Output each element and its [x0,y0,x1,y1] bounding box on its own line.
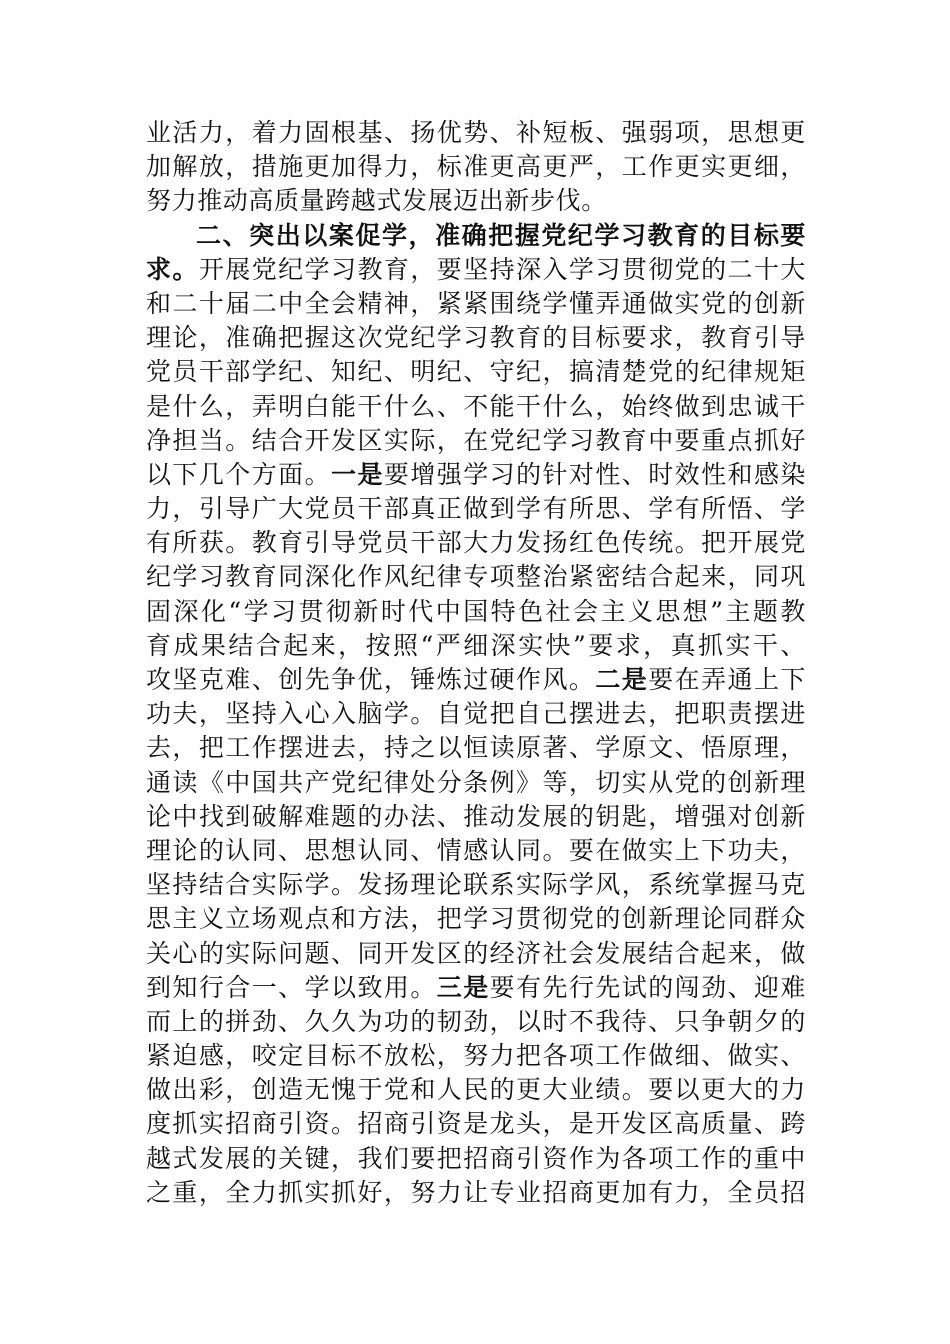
text-line [146,424,806,458]
text-line [146,1073,806,1107]
text-run: 攻坚克难、创先争优，锤炼过硬作风。 [146,665,596,694]
bold-text-run: 一是 [331,459,384,489]
text-line [146,595,806,629]
text-run: 有所获。教育引导党员干部大力发扬红色传统。把开展党 [146,528,806,558]
text-run: 到知行合一、学以致用。 [146,972,437,1002]
document-body [146,116,806,1210]
bold-text-run: 二、突出以案促学，准确把握党纪学习教育的目标要 [196,220,806,250]
text-line [146,868,806,902]
text-line [146,971,806,1005]
text-line [146,902,806,936]
text-run: 努力推动高质量跨越式发展迈出新步伐。 [146,186,607,216]
text-line [146,663,806,697]
section-heading-line [146,219,806,253]
text-run: 去，把工作摆进去，持之以恒读原著、学原文、悟原理， [146,733,806,763]
text-run: 纪学习教育同深化作风纪律专项整治紧密结合起来，同巩 [146,562,806,592]
text-line [146,1005,806,1039]
text-line [146,937,806,971]
text-line [146,1039,806,1073]
text-run: 和二十届二中全会精神，紧紧围绕学懂弄通做实党的创新 [146,288,806,318]
text-run: 加解放，措施更加得力，标准更高更严，工作更实更细， [146,152,806,182]
text-line [146,697,806,731]
bold-text-run: 三是 [436,972,490,1002]
text-run: 功夫，坚持入心入脑学。自觉把自己摆进去，把职责摆进 [146,699,806,729]
text-run: 紧迫感，咬定目标不放松，努力把各项工作做细、做实、 [146,1041,806,1071]
text-line [146,800,806,834]
text-line [146,150,806,184]
text-line [146,184,806,218]
text-run: 要有先行先试的闯劲、迎难 [489,972,807,1002]
text-line [146,834,806,868]
text-run: 越式发展的关键，我们要把招商引资作为各项工作的重中 [146,1143,806,1173]
text-line [146,458,806,492]
text-line [146,253,806,287]
bold-text-run: 二是 [595,665,649,694]
text-line [146,1107,806,1141]
text-run: 党员干部学纪、知纪、明纪、守纪，搞清楚党的纪律规矩 [146,357,806,387]
text-run: 做出彩，创造无愧于党和人民的更大业绩。要以更大的力 [146,1075,806,1105]
text-line [146,390,806,424]
text-run: 业活力，着力固根基、扬优势、补短板、强弱项，思想更 [146,118,806,147]
text-line [146,287,806,321]
text-line [146,629,806,663]
text-run: 之重，全力抓实抓好，努力让专业招商更加有力，全员招 [146,1177,806,1207]
text-run: 论中找到破解难题的办法、推动发展的钥匙，增强对创新 [146,801,806,831]
text-line [146,731,806,765]
text-line [146,492,806,526]
text-run: 以下几个方面。 [146,459,332,489]
text-run: 是什么，弄明白能干什么、不能干什么，始终做到忠诚干 [146,391,806,421]
text-line [146,526,806,560]
text-run: 开展党纪学习教育，要坚持深入学习贯彻党的二十大 [198,254,806,284]
text-run: 而上的拼劲、久久为功的韧劲，以时不我待、只争朝夕的 [146,1006,806,1036]
text-line [146,1142,806,1176]
text-run: 坚持结合实际学。发扬理论联系实际学风，系统掌握马克 [146,870,806,900]
text-line [146,355,806,389]
text-run: 关心的实际问题、同开发区的经济社会发展结合起来，做 [146,938,806,968]
text-run: 育成果结合起来，按照“严细深实快”要求，真抓实干、 [146,630,806,660]
text-run: 度抓实招商引资。招商引资是龙头，是开发区高质量、跨 [146,1109,806,1139]
text-run: 固深化“学习贯彻新时代中国特色社会主义思想”主题教 [146,596,806,626]
bold-text-run: 求。 [146,254,199,284]
text-run: 力，引导广大党员干部真正做到学有所思、学有所悟、学 [146,494,806,524]
text-line [146,766,806,800]
text-run: 思主义立场观点和方法，把学习贯彻党的创新理论同群众 [146,904,806,934]
text-run: 要增强学习的针对性、时效性和感染 [383,459,806,489]
text-run: 通读《中国共产党纪律处分条例》等，切实从党的创新理 [146,767,806,797]
text-line [146,321,806,355]
text-run: 理论的认同、思想认同、情感认同。要在做实上下功夫， [146,835,806,865]
text-run: 要在弄通上下 [648,665,806,694]
text-line [146,560,806,594]
text-line [146,1176,806,1210]
text-run: 理论，准确把握这次党纪学习教育的目标要求，教育引导 [146,323,806,353]
text-run: 净担当。结合开发区实际，在党纪学习教育中要重点抓好 [146,425,806,455]
text-line [146,116,806,150]
